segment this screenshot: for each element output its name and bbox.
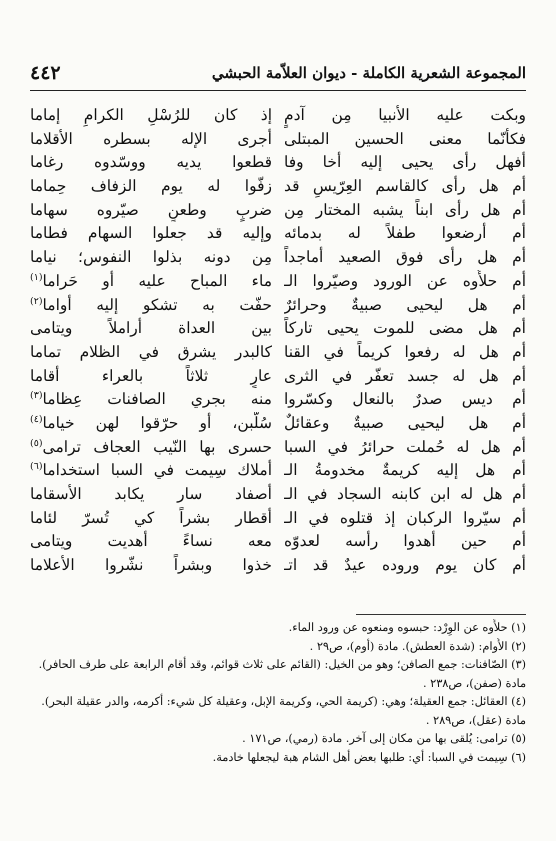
verse-second-hemistich [30,388,272,412]
verse-second-hemistich [30,412,272,436]
footnote-line: (٥) ترامى: يُلقى بها من مكان إلى آخر. مادة (رمي)، ص١٧١ . [242,732,526,745]
verse-second-hemistich [30,554,272,578]
footnote-line: (١) حلأّوه عن الوِرْد: حبسوه ومنعوه عن ورود الماء. [288,621,526,634]
poem-first-hemistichs [284,104,526,578]
verse-text: معه نساءً أهديت ويتامى [30,532,272,551]
verse-text: إذ كان للرُسْلِ الكرامِ إماما [30,106,272,124]
verse-second-hemistich [30,104,272,128]
verse-second-hemistich [30,530,272,554]
verse-text: خذوا وبشراً نشّروا الأعلاما [30,556,272,575]
verse-second-hemistich [30,175,272,199]
verse-second-hemistich [30,459,272,483]
footnote-marker: (٢) [30,295,43,307]
verse-second-hemistich [30,294,272,318]
verse-first-hemistich: أم هل ليحيى صبيةٌ وعقائلٌ [284,413,526,432]
verse-second-hemistich [30,317,272,341]
verse-text: ضربٍ وطعنٍ صيّروه سهاما [30,200,272,219]
verse-first-hemistich: أم هل له ابن كابنه السجاد في الـ [284,485,526,503]
verse-first-hemistich: أم هل له رفعوا كريماً في القنا [284,342,526,361]
verse-first-hemistich: أم هل رأى كالقاسم العِرّيسِ قد [284,177,526,196]
verse-text: وإليه قد جعلوا السهام فطاما [30,224,272,243]
verse-text: أقطار بشراً كي تُسرّ لئاما [30,508,272,527]
footnote-line: مادة (عقل)، ص٢٨٩ . [425,713,526,727]
verse-text: حفّت به تشكو إليه أواما [42,295,272,314]
verse-second-hemistich [30,436,272,460]
page-header [30,60,526,86]
verse-first-hemistich: وبكت عليه الأنبيا مِن آدمٍ [284,106,526,124]
verse-first-hemistich: أم حين أهدوا رأسه لعدوّه [284,532,526,551]
verse-text: أجرى الإله بسطره الأقلاما [30,129,272,148]
footnote-line: (٦) سِيمت في السبا: أي: طلبها بعض أهل الشام هبة ليجعلها خادمة. [212,750,526,764]
verse-second-hemistich [30,128,272,152]
verse-second-hemistich [30,151,272,175]
header-rule [30,90,526,91]
verse-text: مِن دونه بذلوا النفوس؛ نياما [30,248,272,267]
verse-text: كالبدر يشرق في الظلام تماما [30,342,272,361]
footnote-marker: (٥) [30,437,43,449]
verse-second-hemistich [30,365,272,389]
verse-first-hemistich: أم حلأّوه عن الورود وصيّروا الـ [284,271,526,290]
verse-text: زفّوا له يوم الزفاف حِماما [30,177,272,196]
verse-first-hemistich: أم هل ليحيى صبيةٌ وحرائرٌ [284,295,526,314]
verse-second-hemistich [30,341,272,365]
verse-first-hemistich: أم كان يوم وروده عيدٌ قد اتـ [284,556,526,575]
verse-first-hemistich: أم هل له جسد تعفّر في الثرى [284,366,526,385]
verse-first-hemistich: أم هل رأى ابناً يشبه المختار مِن [284,200,526,219]
verse-text: ماء المباح عليه أو حَراما [42,271,272,290]
verse-second-hemistich [30,483,272,507]
verse-first-hemistich: أم هل مضى للموت يحيى تاركاً [284,319,526,338]
verse-second-hemistich [30,199,272,223]
verse-first-hemistich: أم ديس صدرٌ بالنعال وكسّروا [284,390,526,409]
verse-first-hemistich: أم أرضعوا طفلاً له بدمائه [284,224,526,243]
verse-text: حسرى بها النّيب العجاف ترامى [42,437,272,456]
poem-second-hemistichs [30,104,272,578]
verse-text: سُلّبن، أو حرّقوا لهن خياما [42,413,272,432]
verse-first-hemistich: أم هل إليه كريمةٌ مخدومةُ الـ [284,461,526,480]
verse-second-hemistich [30,507,272,531]
footnote-marker: (١) [30,271,43,283]
footnote-marker: (٦) [30,461,43,473]
footnote-line: مادة (صفن)، ص٢٣٨ . [422,676,526,690]
verse-first-hemistich: أفهل رأى يحيى إليه أخا وفا [284,153,526,172]
footnote-marker: (٤) [30,413,43,425]
running-title: المجموعة الشعرية الكاملة - ديوان العلاّمة الحبشي [211,64,526,82]
footnote-line: (٣) الصّافنات: جمع الصافن؛ وهو من الخيل: (القائم على ثلاث قوائم، وقد أقام الرابعة على طرف الحافر). [38,658,526,671]
verse-text: بين العداة أراملاً ويتامى [30,319,272,338]
footnote-line: (٤) العقائل: جمع العقيلة؛ وهي: (كريمة الحي، وكريمة الإبل، وعقيلة كل شيء: أكرمه، والدر عقيلة البحر). [41,695,526,708]
verse-second-hemistich [30,270,272,294]
footnote-rule [356,614,526,615]
verse-second-hemistich [30,222,272,246]
page-number: ٤٤٢ [30,62,61,84]
verse-first-hemistich: فكأنّما معنى الحسين المبتلى [284,129,526,148]
verse-first-hemistich: أم هل له حُملت حرائرُ في السبا [284,437,526,456]
verse-text: منه بجري الصافنات عِظاما [42,390,272,409]
verse-text: قطعوا يديه ووسّدوه رغاما [30,153,272,172]
verse-text: عارٍ ثلاثاً بالعراء أقاما [30,366,272,385]
footnotes [30,619,526,767]
verse-text: أملاك سِيمت في السبا استخداما [42,461,272,480]
verse-first-hemistich: أم سيّروا الركبان إذ قتلوه في الـ [284,508,526,527]
footnote-line: (٢) الأُوام: (شدة العطش). مادة (أوم)، ص٢٩ . [309,639,526,653]
verse-text: أصفاد سار يكابد الأسقاما [30,485,272,503]
poem [30,104,526,604]
verse-second-hemistich [30,246,272,270]
verse-first-hemistich: أم هل رأى فوق الصعيد أماجداً [284,248,526,267]
footnote-marker: (٣) [30,390,43,402]
